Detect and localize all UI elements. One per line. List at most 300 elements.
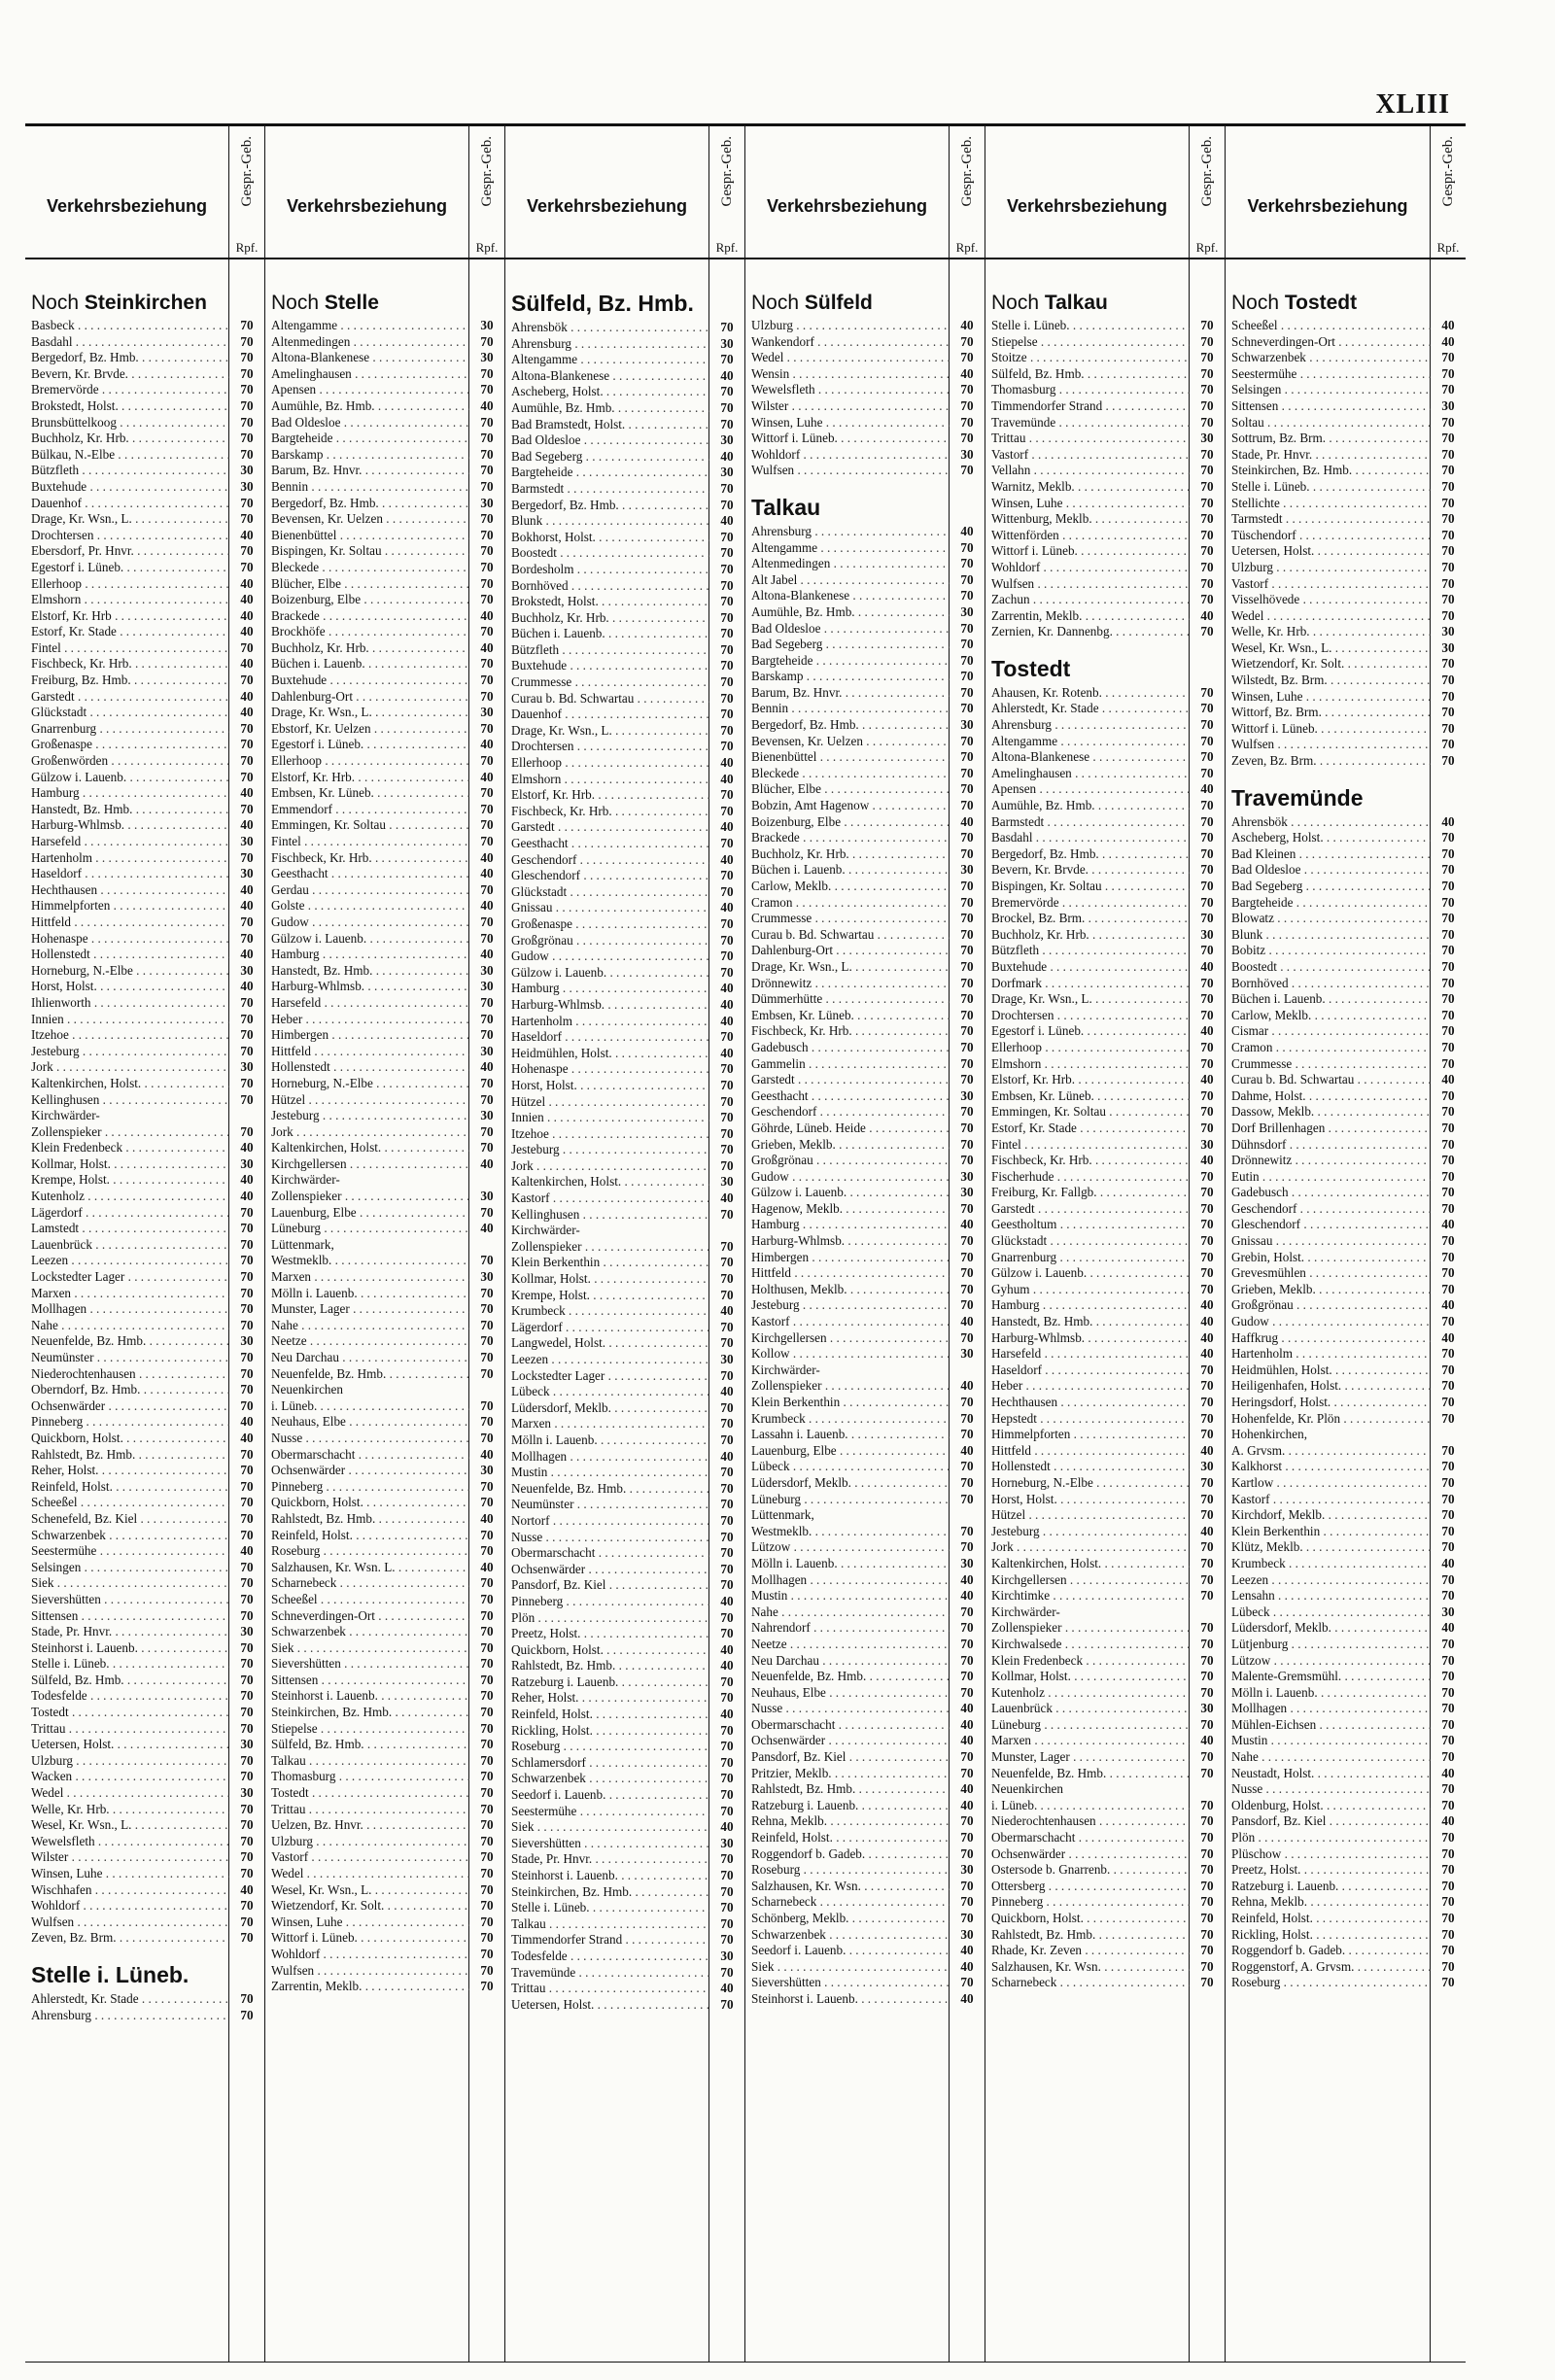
fee-value: 30 (240, 1156, 254, 1171)
place-name: Harsefeld . . . (985, 1346, 1190, 1362)
table-row (25, 1253, 264, 1269)
fee-value: 70 (1200, 624, 1214, 639)
fee-value: 70 (720, 1157, 734, 1173)
fee-value: 70 (1441, 1749, 1455, 1765)
fee-value: 70 (1200, 333, 1214, 349)
table-row (1226, 959, 1466, 976)
place-name: Bad Oldesloe . . . (1226, 862, 1431, 879)
table-row (265, 1866, 504, 1882)
table-row (505, 1739, 744, 1755)
table-row (985, 479, 1225, 496)
place-name: Travemünde . . . (985, 415, 1190, 431)
fee-value: 70 (480, 414, 494, 430)
table-row (505, 819, 744, 836)
table-row (25, 398, 264, 415)
place-name: Jesteburg . . . (745, 1297, 950, 1314)
place-name: Stiepelse . . . (265, 1721, 469, 1738)
table-row (1226, 737, 1466, 753)
place-name: Barum, Bz. Hnvr. . . . (745, 685, 950, 702)
fee-value: 70 (240, 1043, 254, 1058)
table-row (985, 543, 1225, 560)
place-name: Travemünde . . . (505, 1965, 709, 1982)
table-row (1226, 721, 1466, 738)
fee-value: 70 (960, 1200, 974, 1216)
table-row (985, 1943, 1225, 1959)
place-name: Lensahn . . . (1226, 1588, 1431, 1604)
place-name: Ochsenwärder . . . (505, 1562, 709, 1578)
place-name: Kollmar, Holst. . . . (25, 1156, 229, 1173)
place-name: Boostedt . . . (505, 545, 709, 562)
fee-value: 70 (240, 737, 254, 752)
fee-value: 30 (960, 1168, 974, 1184)
table-row (745, 382, 985, 398)
fee-value: 70 (960, 414, 974, 430)
table-row (1226, 415, 1466, 431)
table-row (1226, 846, 1466, 863)
table-row (745, 1701, 985, 1717)
place-name: Zollenspieker . . . (25, 1124, 229, 1141)
place-name: Roseburg . . . (745, 1862, 950, 1879)
fee-value: 40 (480, 607, 494, 623)
place-name: Wesel, Kr. Wsn., L. . . . (25, 1817, 229, 1834)
place-name: Ochsenwärder . . . (985, 1846, 1190, 1863)
place-name: Marxen . . . (505, 1416, 709, 1432)
place-name: Sülfeld, Bz. Hmb. . . . (985, 366, 1190, 383)
table-row (745, 415, 985, 431)
place-name: Geschendorf . . . (1226, 1201, 1431, 1218)
table-row (265, 1849, 504, 1866)
place-name: Altengamme . . . (985, 734, 1190, 750)
place-name: Uetersen, Holst. . . . (505, 1997, 709, 2014)
table-row (25, 898, 264, 914)
place-name: Garstedt . . . (505, 819, 709, 836)
fee-value: 70 (720, 1561, 734, 1576)
place-name: Roggendorf b. Gadeb. . . . (745, 1846, 950, 1863)
fee-value: 70 (1441, 1153, 1455, 1168)
table-row (985, 685, 1225, 702)
place-name: Ahlerstedt, Kr. Stade . . . (25, 1991, 229, 2008)
place-name: Barmstedt . . . (505, 481, 709, 498)
place-name: Ahlerstedt, Kr. Stade . . . (985, 701, 1190, 717)
fee-value: 30 (240, 1333, 254, 1349)
place-name: Horst, Holst. . . . (985, 1492, 1190, 1508)
fee-value: 70 (1200, 943, 1214, 958)
place-name: Pansdorf, Bz. Kiel . . . (745, 1749, 950, 1766)
table-row (1226, 1766, 1466, 1782)
table-row (745, 685, 985, 702)
place-name: Hanstedt, Bz. Hmb. . . . (985, 1314, 1190, 1330)
place-name: Munster, Lager . . . (985, 1749, 1190, 1766)
place-name: Jesteburg . . . (505, 1142, 709, 1158)
table-row (1226, 1975, 1466, 1991)
table-row (265, 785, 504, 802)
fee-value: 30 (1441, 624, 1455, 639)
table-row (985, 879, 1225, 895)
table-row (1226, 1492, 1466, 1508)
place-name: Buxtehude . . . (505, 658, 709, 674)
fee-value: 70 (720, 1739, 734, 1754)
table-row (1226, 1507, 1466, 1524)
place-name: Vellahn . . . (985, 463, 1190, 479)
fee-value: 70 (720, 1529, 734, 1544)
table-row (1226, 1362, 1466, 1379)
place-name: Hamburg . . . (505, 981, 709, 997)
place-name: Reinfeld, Holst. . . . (1226, 1911, 1431, 1927)
fee-value: 70 (240, 431, 254, 446)
place-name: Gülzow i. Lauenb. . . . (505, 965, 709, 982)
place-name: Blunk . . . (1226, 927, 1431, 944)
fee-value: 70 (960, 1459, 974, 1474)
column-title: Verkehrsbeziehung (286, 196, 448, 216)
fee-value: 70 (240, 495, 254, 510)
fee-value: 40 (960, 1442, 974, 1458)
table-row (25, 1769, 264, 1785)
table-row (25, 1656, 264, 1673)
table-row (745, 1492, 985, 1508)
table-row (25, 447, 264, 464)
fee-value: 70 (960, 1395, 974, 1409)
place-name: Scheeßel . . . (1226, 318, 1431, 334)
fee-value: 70 (720, 1787, 734, 1803)
table-row (985, 1265, 1225, 1282)
table-row (1226, 592, 1466, 608)
place-name: Geesthacht . . . (745, 1088, 950, 1105)
place-name: Elstorf, Kr. Hrb. . . . (505, 787, 709, 804)
place-name: Seedorf i. Lauenb. . . . (745, 1943, 950, 1959)
fee-value: 40 (240, 607, 254, 623)
table-row (265, 1963, 504, 1980)
table-row (25, 334, 264, 351)
place-name: Reinfeld, Holst. . . . (265, 1528, 469, 1544)
fee-value: 40 (1200, 1733, 1214, 1748)
fee-value: 30 (720, 335, 734, 351)
fee-value: 70 (1441, 1474, 1455, 1490)
place-name: Bützfleth . . . (985, 943, 1190, 959)
fee-value: 30 (480, 1269, 494, 1285)
table-row (265, 447, 504, 464)
place-name: Altona-Blankenese . . . (505, 368, 709, 385)
fee-value: 70 (720, 1803, 734, 1818)
table-row (25, 1269, 264, 1286)
place-name: Wacken . . . (25, 1769, 229, 1785)
table-row (505, 368, 744, 385)
place-name: Brokstedt, Holst. . . . (505, 594, 709, 610)
table-row (745, 1443, 985, 1460)
place-name: Bargteheide . . . (265, 431, 469, 447)
place-name: Aumühle, Bz. Hmb. . . . (985, 798, 1190, 814)
place-name: Himmelpforten . . . (25, 898, 229, 914)
fee-value: 40 (1441, 1813, 1455, 1829)
table-row (985, 1572, 1225, 1589)
fee-value: 70 (960, 684, 974, 700)
table-row (505, 1610, 744, 1627)
table-row (25, 866, 264, 882)
place-name: Fischbeck, Kr. Hrb. . . . (985, 1153, 1190, 1169)
fee-value: 70 (480, 1898, 494, 1914)
table-row (745, 524, 985, 540)
table-row (25, 979, 264, 995)
fee-value: 40 (240, 624, 254, 639)
table-row (265, 431, 504, 447)
table-row (985, 1250, 1225, 1266)
place-name: Soltau . . . (1226, 415, 1431, 431)
table-row (505, 594, 744, 610)
place-name: Quickborn, Holst. . . . (265, 1495, 469, 1511)
place-name: Wulfsen . . . (25, 1914, 229, 1931)
fee-value: 70 (240, 511, 254, 527)
table-row (985, 592, 1225, 608)
fee-value: 40 (480, 1221, 494, 1236)
place-name: Schenefeld, Bz. Kiel . . . (25, 1511, 229, 1528)
place-name: Großgrönau . . . (745, 1153, 950, 1169)
table-row (745, 717, 985, 734)
fee-value: 70 (480, 592, 494, 607)
table-row (25, 689, 264, 706)
table-row (25, 1205, 264, 1222)
fee-unit: Rpf. (1436, 240, 1460, 255)
table-row (25, 1817, 264, 1834)
fee-value: 70 (240, 1446, 254, 1462)
place-name: Drage, Kr. Wsn., L. . . . (25, 511, 229, 528)
place-name: Grebin, Holst. . . . (1226, 1250, 1431, 1266)
fee-value: 40 (720, 1303, 734, 1319)
fee-value: 70 (240, 1817, 254, 1833)
fee-value: 70 (480, 1365, 494, 1381)
place-name: Gadebusch . . . (745, 1040, 950, 1056)
place-name: Vastorf . . . (1226, 576, 1431, 593)
table-row (505, 1061, 744, 1078)
table-row (505, 1094, 744, 1111)
place-name: Hohenkirchen, (1231, 1427, 1307, 1442)
column-body (985, 259, 1225, 2362)
table-row (505, 1707, 744, 1723)
table-row (505, 545, 744, 562)
fee-value: 40 (240, 1543, 254, 1559)
place-name: Steinhorst i. Lauenb. . . . (25, 1640, 229, 1657)
place-name: Haseldorf . . . (505, 1029, 709, 1046)
place-name: Curau b. Bd. Schwartau . . . (745, 927, 950, 944)
place-name: Harburg-Whlmsb. . . . (25, 817, 229, 834)
table-row (25, 1124, 264, 1141)
fee-value: 70 (960, 1104, 974, 1120)
place-name: Bremervörde . . . (985, 895, 1190, 912)
table-row (505, 1400, 744, 1417)
table-row (25, 415, 264, 431)
place-name: Dauenhof . . . (505, 707, 709, 723)
table-row (505, 498, 744, 514)
table-row (265, 931, 504, 948)
fee-value: 70 (240, 1575, 254, 1591)
place-name: Hartenholm . . . (1226, 1346, 1431, 1362)
fee-value: 70 (720, 707, 734, 722)
place-name: Stade, Pr. Hnvr. . . . (505, 1851, 709, 1868)
place-name: Ratzeburg i. Lauenb. . . . (745, 1798, 950, 1814)
fee-value: 70 (1441, 543, 1455, 559)
fee-header (468, 126, 504, 258)
table-row (745, 1813, 985, 1830)
fee-value: 70 (480, 801, 494, 816)
place-name: Heidmühlen, Holst. . . . (505, 1046, 709, 1062)
fee-value: 70 (240, 414, 254, 430)
place-name: Mollhagen . . . (505, 1449, 709, 1466)
fee-value: 70 (1200, 1087, 1214, 1103)
table-row (265, 1398, 504, 1415)
table-row (745, 1282, 985, 1298)
table-row (985, 624, 1225, 640)
place-name: Trittau . . . (25, 1721, 229, 1738)
fee-value: 40 (720, 1593, 734, 1608)
place-name: Ulzburg . . . (265, 1834, 469, 1850)
fee-value: 30 (480, 1108, 494, 1123)
place-name: Cramon . . . (1226, 1040, 1431, 1056)
table-row (505, 1562, 744, 1578)
place-name: Ratzeburg i. Lauenb. . . . (505, 1674, 709, 1691)
fee-value: 70 (960, 1072, 974, 1087)
place-name: Harburg-Whlmsb. . . . (265, 979, 469, 995)
table-row (1226, 1297, 1466, 1314)
fee-value: 70 (1200, 1410, 1214, 1426)
fee-value: 70 (480, 1301, 494, 1317)
table-row (1226, 1717, 1466, 1734)
place-name: Wedel . . . (745, 350, 950, 366)
place-name: Apensen . . . (265, 382, 469, 398)
table-row (265, 1721, 504, 1738)
fee-value: 40 (480, 769, 494, 784)
place-name: Wilster . . . (25, 1849, 229, 1866)
fee-value: 70 (1200, 975, 1214, 990)
place-name: Sittensen . . . (25, 1608, 229, 1625)
fee-value: 70 (240, 1688, 254, 1704)
fee-value: 70 (480, 1946, 494, 1961)
fee-value: 70 (1200, 1620, 1214, 1636)
fee-value: 70 (1441, 527, 1455, 542)
table-row (1226, 511, 1466, 528)
table-row (1226, 318, 1466, 334)
place-name: Klein Berkenthin . . . (745, 1395, 950, 1411)
place-name: Blücher, Elbe . . . (745, 781, 950, 798)
table-row (265, 817, 504, 834)
table-row (25, 1076, 264, 1092)
fee-value: 70 (960, 652, 974, 668)
place-name: Plön . . . (505, 1610, 709, 1627)
place-name: Rahlstedt, Bz. Hmb. . . . (745, 1781, 950, 1798)
fee-value: 70 (720, 1577, 734, 1593)
table-row (985, 862, 1225, 879)
place-name: Lübeck . . . (1226, 1604, 1431, 1621)
place-name: Harsefeld . . . (25, 834, 229, 850)
table-row (745, 1846, 985, 1863)
table-row (745, 1798, 985, 1814)
place-name: Krumbeck . . . (745, 1411, 950, 1428)
place-name: Nusse . . . (505, 1530, 709, 1546)
table-row (265, 802, 504, 818)
place-name: Mölln i. Lauenb. . . . (505, 1432, 709, 1449)
table-row (985, 1056, 1225, 1073)
column-title: Verkehrsbeziehung (1247, 196, 1408, 216)
fee-value: 30 (720, 1948, 734, 1963)
table-row (505, 1949, 744, 1965)
table-row (745, 1314, 985, 1330)
fee-value: 70 (1200, 1958, 1214, 1974)
fee-value: 70 (960, 879, 974, 893)
place-name: Altona-Blankenese . . . (985, 749, 1190, 766)
place-name: Pinneberg . . . (505, 1594, 709, 1610)
place-name: Altenmedingen . . . (265, 334, 469, 351)
table-row (1226, 689, 1466, 706)
fee-value: 40 (240, 881, 254, 897)
table-row (985, 734, 1225, 750)
fee-value: 70 (1441, 753, 1455, 769)
place-name: Carlow, Meklb. . . . (1226, 1008, 1431, 1024)
fee-value: 70 (1200, 765, 1214, 780)
place-name: Boostedt . . . (1226, 959, 1431, 976)
fee-value: 70 (720, 1609, 734, 1625)
place-name: Carlow, Meklb. . . . (745, 879, 950, 895)
place-name: Wulfsen . . . (1226, 737, 1431, 753)
fee-value: 70 (480, 1543, 494, 1559)
place-name: Stelle i. Lüneb. . . . (505, 1900, 709, 1916)
table-row (745, 1008, 985, 1024)
place-name: Krumbeck . . . (1226, 1556, 1431, 1572)
fee-value: 70 (960, 1474, 974, 1490)
table-row (505, 1303, 744, 1320)
table-row (1226, 1104, 1466, 1121)
fee-value: 70 (240, 1269, 254, 1285)
place-name: Roseburg . . . (1226, 1975, 1431, 1991)
table-row (25, 1286, 264, 1302)
table-row (505, 1481, 744, 1498)
place-name: Horst, Holst. . . . (505, 1078, 709, 1094)
fee-value: 70 (1441, 414, 1455, 430)
fee-value: 30 (240, 1785, 254, 1801)
place-name: Zarrentin, Meklb. . . . (265, 1979, 469, 1995)
place-name: Nahrendorf . . . (745, 1620, 950, 1637)
table-row (25, 528, 264, 544)
place-name: Reinfeld, Holst. . . . (745, 1830, 950, 1846)
tariff-table (25, 123, 1466, 2363)
column-header (505, 126, 744, 259)
place-name: Stellichte . . . (1226, 496, 1431, 512)
fee-header (1189, 126, 1225, 258)
place-name: Göhrde, Lüneb. Heide . . . (745, 1121, 950, 1137)
table-row (745, 604, 985, 621)
place-name: Winsen, Luhe . . . (25, 1866, 229, 1882)
place-name: Wilstedt, Bz. Brm. . . . (1226, 673, 1431, 689)
table-row (265, 576, 504, 593)
fee-value: 40 (1441, 1620, 1455, 1636)
place-name: Preetz, Holst. . . . (1226, 1862, 1431, 1879)
place-name: Hamburg . . . (265, 947, 469, 963)
place-name: Barskamp . . . (265, 447, 469, 464)
fee-value: 30 (480, 1189, 494, 1204)
place-name: Apensen . . . (985, 781, 1190, 798)
table-row (1226, 656, 1466, 673)
place-name: Buchholz, Kr. Hrb. . . . (265, 640, 469, 657)
fee-value: 70 (720, 577, 734, 593)
fee-value: 70 (1200, 1281, 1214, 1296)
fee-value: 70 (1200, 1217, 1214, 1232)
fee-value: 70 (1441, 1862, 1455, 1878)
table-row (25, 1172, 264, 1189)
fee-value: 70 (720, 1061, 734, 1077)
place-name: Kollmar, Holst. . . . (985, 1669, 1190, 1685)
table-row (505, 933, 744, 949)
table-row (1226, 1862, 1466, 1879)
place-name: Innien . . . (505, 1110, 709, 1126)
place-name: Gleschendorf . . . (505, 868, 709, 884)
place-name: Dümmerhütte . . . (745, 991, 950, 1008)
fee-value: 70 (1441, 431, 1455, 446)
